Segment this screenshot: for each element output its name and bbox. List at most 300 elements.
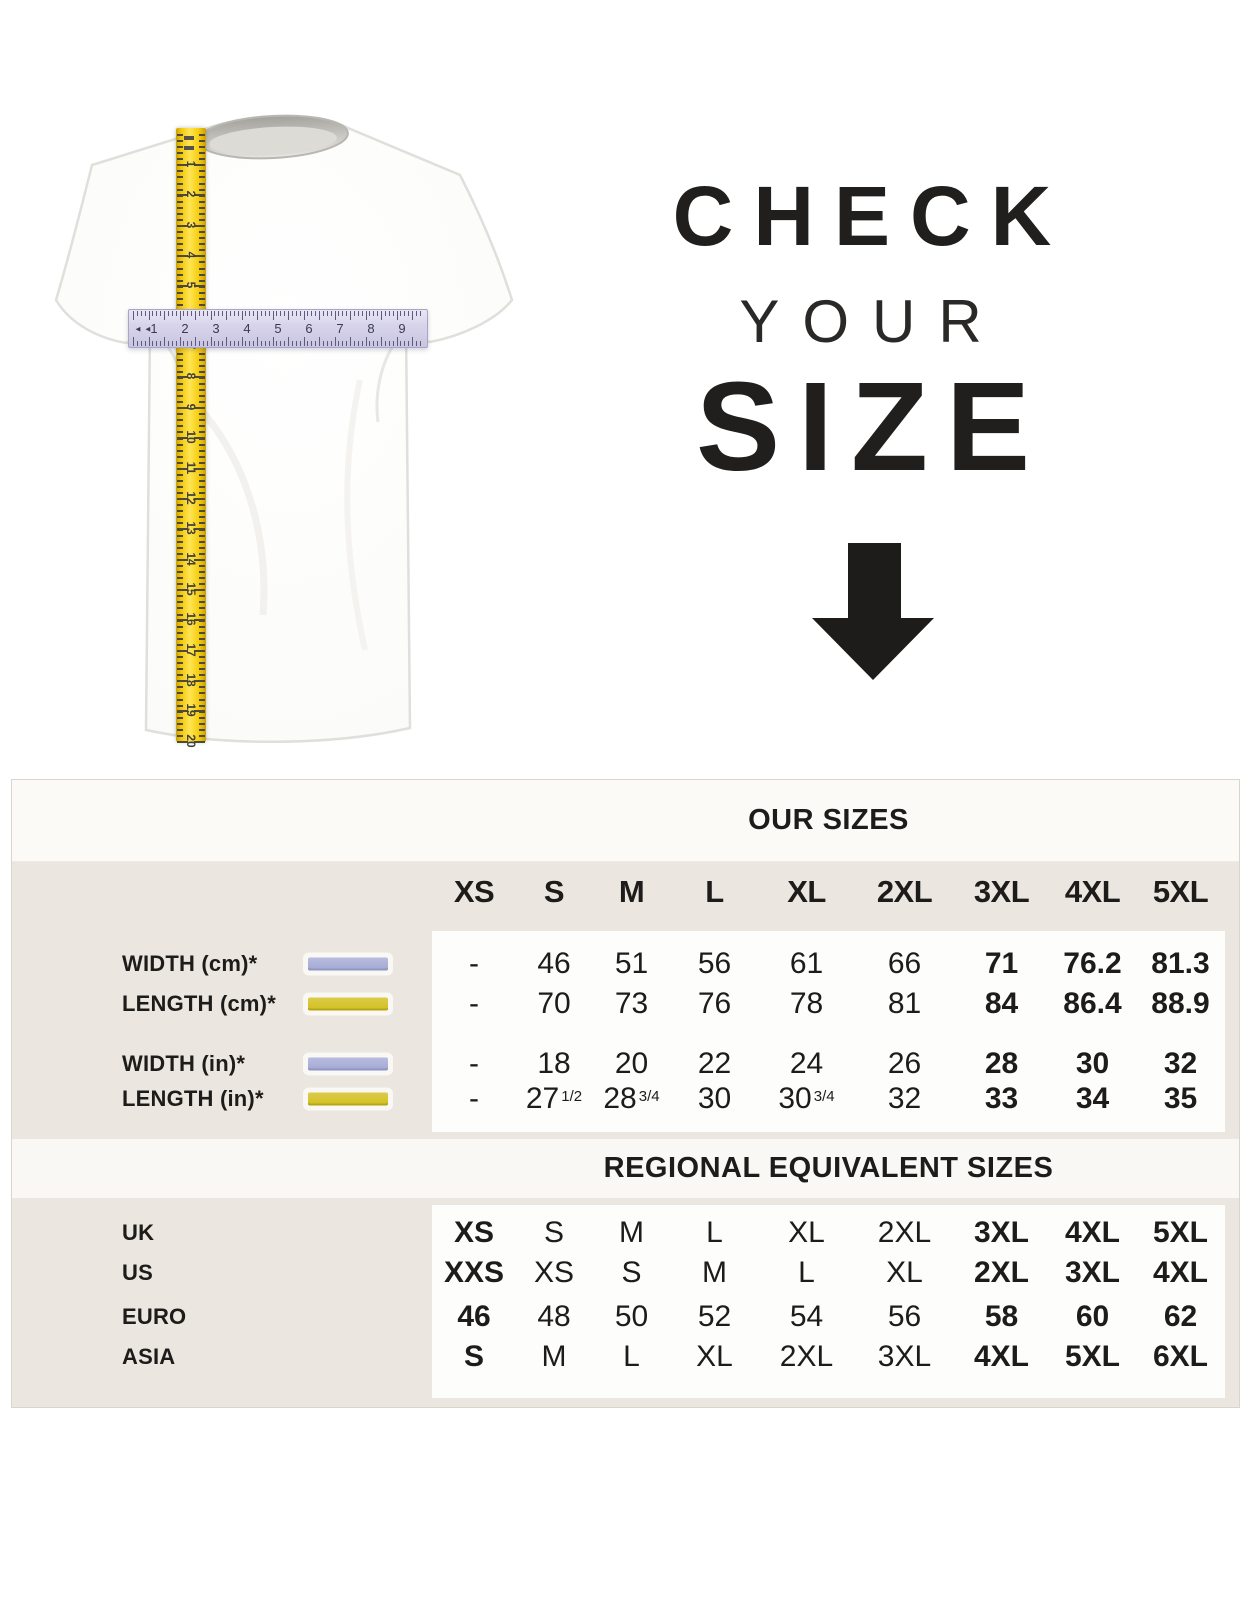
tape-tick bbox=[177, 134, 183, 136]
ruler-tick bbox=[284, 341, 285, 346]
size-cell: 86.4 bbox=[1063, 987, 1122, 1020]
ruler-tick bbox=[354, 311, 355, 316]
tape-tick bbox=[199, 626, 205, 628]
ruler-tick bbox=[249, 341, 250, 346]
ruler-tick bbox=[145, 341, 146, 346]
tape-number: 9 bbox=[184, 403, 198, 411]
tape-tick bbox=[199, 553, 205, 555]
regional-title: REGIONAL EQUIVALENT SIZES bbox=[603, 1152, 1054, 1184]
tape-tick bbox=[199, 729, 205, 731]
column-header-l: L bbox=[705, 874, 724, 909]
tape-tick bbox=[177, 735, 183, 737]
ruler-tick bbox=[195, 311, 196, 320]
size-cell: 71 bbox=[984, 947, 1019, 980]
size-cell: L bbox=[623, 1340, 640, 1373]
size-cell: XXS bbox=[443, 1256, 505, 1289]
size-cell: 56 bbox=[697, 947, 732, 980]
ruler-tick bbox=[141, 311, 142, 316]
tape-tick bbox=[199, 705, 205, 707]
ruler-tick bbox=[265, 341, 266, 346]
ruler-tick bbox=[304, 337, 305, 346]
ruler-tick bbox=[230, 311, 231, 316]
ruler-tick bbox=[172, 341, 173, 346]
tape-tick bbox=[199, 565, 205, 567]
size-cell: 30 bbox=[1075, 1047, 1110, 1080]
row-values bbox=[432, 1213, 1225, 1253]
ruler-tick bbox=[203, 341, 204, 346]
size-cell: - bbox=[469, 947, 479, 980]
tape-tick bbox=[177, 486, 183, 488]
tape-tick bbox=[199, 541, 205, 543]
size-cell: 51 bbox=[614, 947, 649, 980]
tape-tick bbox=[199, 717, 205, 719]
ruler-tick bbox=[226, 311, 227, 320]
tape-tick bbox=[177, 692, 183, 694]
ruler-tick bbox=[257, 311, 258, 320]
tape-tick bbox=[199, 395, 205, 397]
tape-number: 2 bbox=[184, 191, 198, 198]
ruler-tick bbox=[400, 311, 401, 316]
measurement-row-width-cm- bbox=[12, 944, 1239, 984]
tape-tick bbox=[177, 450, 183, 452]
tape-tick bbox=[177, 383, 183, 385]
tape-tick bbox=[177, 261, 183, 263]
ruler-tick bbox=[160, 311, 161, 316]
tape-tick bbox=[199, 462, 205, 464]
tape-tick bbox=[177, 632, 183, 634]
tape-tick bbox=[177, 510, 183, 512]
tape-tick bbox=[177, 607, 183, 609]
vertical-measuring-tape bbox=[176, 128, 206, 748]
size-cell: 2XL bbox=[877, 1216, 932, 1249]
tape-tick bbox=[199, 535, 205, 537]
ruler-tick bbox=[276, 311, 277, 316]
tape-tick bbox=[177, 595, 183, 597]
ruler-tick bbox=[245, 341, 246, 346]
tape-tick bbox=[177, 626, 183, 628]
column-header-xs: XS bbox=[453, 874, 495, 909]
size-cell: 56 bbox=[887, 1300, 922, 1333]
tape-tick bbox=[177, 444, 183, 446]
size-column-headers bbox=[432, 861, 1225, 923]
tape-number: 17 bbox=[184, 642, 198, 657]
tape-tick bbox=[177, 565, 183, 567]
tape-number: 4 bbox=[184, 251, 198, 259]
regional-row-us bbox=[12, 1253, 1239, 1293]
size-cell: 3XL bbox=[1064, 1256, 1121, 1289]
size-cell: M bbox=[702, 1256, 727, 1289]
ruler-tick bbox=[199, 311, 200, 316]
ruler-tick bbox=[338, 341, 339, 346]
ruler-tick bbox=[315, 341, 316, 346]
ruler-tick bbox=[389, 341, 390, 346]
tape-tick bbox=[177, 292, 183, 294]
size-cell: 2XL bbox=[973, 1256, 1030, 1289]
tape-tick bbox=[177, 583, 183, 585]
ruler-tick bbox=[369, 341, 370, 346]
ruler-tick bbox=[187, 311, 188, 316]
ruler-tick bbox=[420, 341, 421, 346]
ruler-tick bbox=[156, 341, 157, 346]
tape-tick bbox=[177, 425, 183, 427]
tape-tick bbox=[199, 516, 205, 518]
tape-tick bbox=[177, 176, 183, 178]
row-values bbox=[432, 944, 1225, 984]
ruler-tick bbox=[292, 311, 293, 316]
ruler-tick bbox=[412, 337, 413, 346]
tape-tick bbox=[177, 717, 183, 719]
ruler-tick bbox=[385, 341, 386, 346]
size-cell: 28 bbox=[984, 1047, 1019, 1080]
ruler-tick bbox=[397, 337, 398, 346]
tape-tick bbox=[177, 492, 183, 494]
ruler-tick bbox=[369, 311, 370, 316]
tape-tick bbox=[177, 638, 183, 640]
ruler-tick bbox=[284, 311, 285, 316]
tape-number: 16 bbox=[184, 612, 198, 626]
ruler-tick bbox=[354, 341, 355, 346]
tape-tick bbox=[199, 243, 205, 245]
row-values bbox=[432, 1044, 1225, 1084]
ruler-tick bbox=[358, 311, 359, 316]
ruler-tick bbox=[253, 341, 254, 346]
tape-number: 13 bbox=[184, 521, 198, 535]
measurement-row-width-in- bbox=[12, 1044, 1239, 1084]
tape-number: 11 bbox=[184, 461, 198, 474]
ruler-tick bbox=[335, 337, 336, 346]
our-sizes-band bbox=[12, 780, 1239, 862]
ruler-tick bbox=[222, 311, 223, 316]
tape-tick bbox=[199, 686, 205, 688]
tape-tick bbox=[199, 140, 205, 142]
tape-tick bbox=[177, 213, 183, 215]
size-cell: M bbox=[619, 1216, 644, 1249]
tape-tick bbox=[199, 492, 205, 494]
tape-tick bbox=[177, 553, 183, 555]
size-cell: XL bbox=[696, 1340, 733, 1373]
tape-tick bbox=[177, 601, 183, 603]
row-values bbox=[432, 984, 1225, 1024]
tape-tick bbox=[199, 353, 205, 355]
row-values bbox=[432, 1079, 1225, 1119]
size-cell: 24 bbox=[789, 1047, 824, 1080]
size-cell: XL bbox=[886, 1256, 923, 1289]
tape-tick bbox=[199, 146, 205, 148]
size-cell: 4XL bbox=[1152, 1256, 1209, 1289]
size-cell: 54 bbox=[789, 1300, 824, 1333]
measurement-row-length-cm- bbox=[12, 984, 1239, 1024]
tape-tick bbox=[177, 207, 183, 209]
ruler-tick bbox=[164, 311, 165, 320]
ruler-tick bbox=[261, 311, 262, 316]
size-cell: 18 bbox=[537, 1047, 571, 1080]
tape-tick bbox=[199, 213, 205, 215]
tape-tick bbox=[199, 632, 205, 634]
tape-tick bbox=[177, 686, 183, 688]
tape-tick bbox=[199, 189, 205, 191]
tape-tick bbox=[177, 662, 183, 664]
tape-tick bbox=[199, 249, 205, 251]
size-cell: 6XL bbox=[1152, 1340, 1209, 1373]
tape-tick bbox=[177, 395, 183, 397]
tape-tick bbox=[199, 183, 205, 185]
ruler-tick bbox=[315, 311, 316, 316]
tape-tick bbox=[177, 201, 183, 203]
size-cell: 20 bbox=[614, 1047, 649, 1080]
ruler-tick bbox=[404, 341, 405, 346]
tape-number: 10 bbox=[184, 430, 198, 444]
column-header-2xl: 2XL bbox=[876, 874, 933, 909]
size-cell: 88.9 bbox=[1151, 987, 1210, 1020]
size-cell: 50 bbox=[614, 1300, 649, 1333]
tape-tick bbox=[177, 280, 183, 282]
size-cell: 3XL bbox=[973, 1216, 1030, 1249]
size-cell: XS bbox=[453, 1216, 495, 1249]
size-cell: 22 bbox=[697, 1047, 732, 1080]
size-cell: L bbox=[706, 1216, 723, 1249]
ruler-tick bbox=[300, 341, 301, 346]
ruler-tick bbox=[141, 341, 142, 346]
size-cell: XL bbox=[788, 1216, 825, 1249]
row-label: WIDTH (cm)* bbox=[122, 951, 258, 976]
ruler-tick bbox=[149, 311, 150, 320]
tape-tick bbox=[177, 462, 183, 464]
tape-tick bbox=[177, 219, 183, 221]
ruler-tick bbox=[288, 311, 289, 320]
tape-tick bbox=[199, 304, 205, 306]
headline-size: SIZE bbox=[695, 356, 1049, 497]
tape-tick bbox=[199, 674, 205, 676]
ruler-number: 8 bbox=[367, 320, 375, 336]
row-label: LENGTH (cm)* bbox=[122, 991, 276, 1016]
tape-start-mark bbox=[184, 146, 194, 150]
tape-tick bbox=[199, 723, 205, 725]
ruler-tick bbox=[191, 311, 192, 316]
size-cell: 4XL bbox=[1064, 1216, 1121, 1249]
ruler-tick bbox=[253, 311, 254, 316]
tape-number: 20 bbox=[184, 733, 198, 748]
ruler-tick bbox=[133, 337, 134, 346]
ruler-tick bbox=[288, 337, 289, 346]
regional-row-euro bbox=[12, 1297, 1239, 1337]
tape-tick bbox=[199, 268, 205, 270]
ruler-tick bbox=[218, 341, 219, 346]
ruler-tick bbox=[226, 337, 227, 346]
tape-tick bbox=[177, 656, 183, 658]
ruler-tick bbox=[377, 311, 378, 316]
tape-tick bbox=[177, 365, 183, 367]
size-cell: 81.3 bbox=[1151, 947, 1210, 980]
ruler-tick bbox=[397, 311, 398, 320]
ruler-tick bbox=[265, 311, 266, 316]
ruler-tick bbox=[389, 311, 390, 316]
tape-tick bbox=[177, 614, 183, 616]
tape-tick bbox=[199, 504, 205, 506]
tape-tick bbox=[199, 176, 205, 178]
tape-tick bbox=[199, 134, 205, 136]
tape-tick bbox=[199, 425, 205, 427]
ruler-tick bbox=[342, 341, 343, 346]
column-header-4xl: 4XL bbox=[1064, 874, 1121, 909]
tape-tick bbox=[199, 219, 205, 221]
ruler-tick bbox=[393, 341, 394, 346]
ruler-tick bbox=[195, 337, 196, 346]
tape-tick bbox=[199, 237, 205, 239]
ruler-tick bbox=[238, 311, 239, 316]
column-header-s: S bbox=[543, 874, 565, 909]
tape-tick bbox=[199, 638, 205, 640]
ruler-tick bbox=[234, 311, 235, 316]
tape-tick bbox=[199, 298, 205, 300]
tape-tick bbox=[177, 516, 183, 518]
ruler-tick bbox=[164, 337, 165, 346]
size-cell: 34 bbox=[1075, 1082, 1110, 1115]
horizontal-ruler bbox=[128, 309, 428, 348]
ruler-tick bbox=[412, 311, 413, 320]
ruler-tick bbox=[257, 337, 258, 346]
tape-tick bbox=[199, 601, 205, 603]
ruler-tick bbox=[234, 341, 235, 346]
size-cell: 4XL bbox=[973, 1340, 1030, 1373]
tape-tick bbox=[199, 444, 205, 446]
size-cell: 32 bbox=[887, 1082, 922, 1115]
size-cell: 46 bbox=[537, 947, 571, 980]
ruler-tick bbox=[238, 341, 239, 346]
ruler-tick bbox=[191, 341, 192, 346]
tape-tick bbox=[199, 207, 205, 209]
ruler-tick bbox=[292, 341, 293, 346]
tape-tick bbox=[199, 365, 205, 367]
tape-tick bbox=[177, 401, 183, 403]
ruler-tick bbox=[168, 341, 169, 346]
column-header-5xl: 5XL bbox=[1152, 874, 1209, 909]
tape-tick bbox=[177, 644, 183, 646]
ruler-tick bbox=[350, 311, 351, 320]
ruler-tick bbox=[152, 311, 153, 316]
yellow-swatch bbox=[308, 1093, 388, 1106]
ruler-tick bbox=[342, 311, 343, 316]
column-header-3xl: 3XL bbox=[973, 874, 1030, 909]
tape-number: 18 bbox=[184, 673, 198, 687]
ruler-tick bbox=[400, 341, 401, 346]
tape-tick bbox=[199, 662, 205, 664]
ruler-tick bbox=[269, 311, 270, 316]
size-cell: 70 bbox=[537, 987, 571, 1020]
ruler-tick bbox=[187, 341, 188, 346]
ruler-tick bbox=[242, 337, 243, 346]
tape-tick bbox=[199, 644, 205, 646]
ruler-tick bbox=[366, 337, 367, 346]
ruler-tick bbox=[350, 337, 351, 346]
size-cell: 73 bbox=[614, 987, 649, 1020]
ruler-tick bbox=[338, 311, 339, 316]
ruler-tick bbox=[137, 341, 138, 346]
ruler-tick bbox=[180, 311, 181, 320]
tape-tick bbox=[199, 595, 205, 597]
tape-tick bbox=[177, 668, 183, 670]
ruler-tick bbox=[137, 311, 138, 316]
ruler-tick bbox=[280, 341, 281, 346]
size-cell: 58 bbox=[984, 1300, 1019, 1333]
row-label: LENGTH (in)* bbox=[122, 1086, 264, 1111]
ruler-tick bbox=[296, 341, 297, 346]
lavender-swatch bbox=[308, 1058, 388, 1071]
tape-number: 15 bbox=[184, 582, 198, 596]
tape-tick bbox=[199, 510, 205, 512]
ruler-tick bbox=[214, 341, 215, 346]
tape-tick bbox=[199, 292, 205, 294]
tape-tick bbox=[177, 359, 183, 361]
ruler-tick bbox=[327, 341, 328, 346]
ruler-tick bbox=[211, 337, 212, 346]
tape-tick bbox=[199, 486, 205, 488]
ruler-tick bbox=[373, 311, 374, 316]
size-cell: 84 bbox=[984, 987, 1019, 1020]
size-cell: 2XL bbox=[779, 1340, 834, 1373]
ruler-tick bbox=[381, 311, 382, 320]
size-cell: 30 bbox=[697, 1082, 732, 1115]
tape-tick bbox=[177, 522, 183, 524]
row-values bbox=[432, 1297, 1225, 1337]
ruler-tick bbox=[245, 311, 246, 316]
size-cell: - bbox=[469, 987, 479, 1020]
tape-tick bbox=[199, 170, 205, 172]
tape-tick bbox=[177, 705, 183, 707]
tape-tick bbox=[177, 189, 183, 191]
ruler-tick bbox=[242, 311, 243, 320]
size-cell: 46 bbox=[457, 1300, 491, 1333]
our-sizes-title: OUR SIZES bbox=[748, 804, 909, 836]
ruler-tick bbox=[168, 311, 169, 316]
tape-tick bbox=[177, 274, 183, 276]
tape-tick bbox=[177, 249, 183, 251]
ruler-tick bbox=[377, 341, 378, 346]
lavender-swatch bbox=[308, 958, 388, 971]
tape-tick bbox=[177, 371, 183, 373]
size-cell: - bbox=[469, 1047, 479, 1080]
tape-tick bbox=[199, 699, 205, 701]
size-cell: 76 bbox=[697, 987, 732, 1020]
tape-tick bbox=[177, 577, 183, 579]
ruler-tick bbox=[346, 311, 347, 316]
ruler-tick bbox=[269, 341, 270, 346]
ruler-tick bbox=[203, 311, 204, 316]
tape-tick bbox=[177, 535, 183, 537]
tape-tick bbox=[177, 674, 183, 676]
ruler-tick bbox=[385, 311, 386, 316]
size-cell: 30 $^{3/4}$ bbox=[778, 1082, 835, 1115]
ruler-tick bbox=[176, 341, 177, 346]
regional-row-uk bbox=[12, 1213, 1239, 1253]
tape-tick bbox=[199, 413, 205, 415]
ruler-tick bbox=[172, 311, 173, 316]
ruler-tick bbox=[323, 341, 324, 346]
tape-tick bbox=[199, 547, 205, 549]
ruler-tick bbox=[222, 341, 223, 346]
size-cell: 5XL bbox=[1152, 1216, 1209, 1249]
ruler-tick bbox=[327, 311, 328, 316]
ruler-tick bbox=[276, 341, 277, 346]
regional-band bbox=[12, 1139, 1239, 1198]
tape-tick bbox=[199, 450, 205, 452]
tape-tick bbox=[177, 419, 183, 421]
tape-tick bbox=[177, 389, 183, 391]
tape-tick bbox=[199, 371, 205, 373]
ruler-tick bbox=[331, 341, 332, 346]
tshirt-illustration bbox=[30, 90, 530, 750]
ruler-tick bbox=[149, 337, 150, 346]
row-values bbox=[432, 1337, 1225, 1377]
